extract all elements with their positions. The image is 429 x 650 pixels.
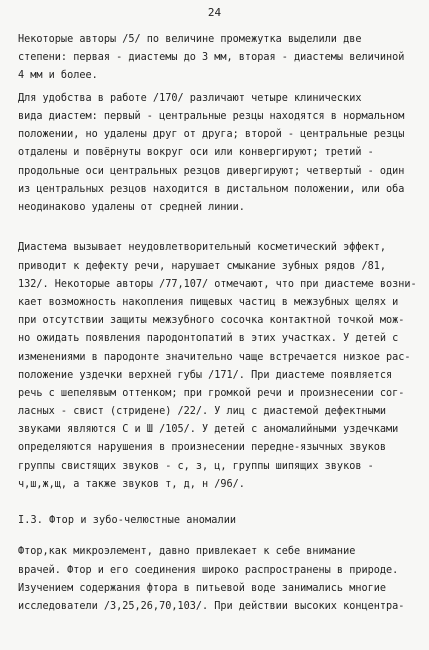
paragraph-line: изменениями в пародонте значительно чаще встречается низкое рас- [18, 352, 411, 363]
paragraph-line: Некоторые авторы /5/ по величине промежутка выделили две [18, 34, 362, 45]
paragraph-line: ласных - свист (стридене) /22/. У лиц с диастемой дефектными [18, 406, 387, 417]
paragraph-line: группы свистящих звуков - с, з, ц, группы шипящих звуков - [18, 461, 374, 472]
paragraph-line: 132/. Некоторые авторы /77,107/ отмечают, что при диастеме возни- [18, 279, 417, 290]
paragraph-line: степени: первая - диастемы до 3 мм, вторая - диастемы величиной [18, 52, 405, 63]
paragraph-line: ч,ш,ж,щ, а также звуков т, д, н /96/. [18, 479, 245, 490]
paragraph-line: кает возможность накопления пищевых частиц в межзубных щелях и [18, 297, 399, 308]
paragraph-line: при отсутствии защиты межзубного сосочка контактной точкой мож- [18, 315, 405, 326]
paragraph-line: речь с шепелявым оттенком; при громкой речи и произнесении сог- [18, 388, 405, 399]
paragraph-line: исследователи /3,25,26,70,103/. При действии высоких концентра- [18, 601, 405, 612]
paragraph-line: вида диастем: первый - центральные резцы находятся в нормальном [18, 111, 405, 122]
paragraph-line: Изучением содержания фтора в питьевой воде занимались многие [18, 583, 387, 594]
paragraph-line: продольные оси центральных резцов дивергируют; четвертый - один [18, 166, 405, 177]
paragraph-line: неодинаково удалены от средней линии. [18, 202, 245, 213]
paragraph-line: звуками являются С и Ш /105/. У детей с аномалийными уздечками [18, 424, 399, 435]
paragraph-line: отдалены и повёрнуты вокруг оси или конвергируют; третий - [18, 147, 374, 158]
paragraph-line: Фтор,как микроэлемент, давно привлекает к себе внимание [18, 546, 356, 557]
paragraph-line: положение уздечки верхней губы /171/. При диастеме появляется [18, 370, 393, 381]
paragraph-line: Для удобства в работе /170/ различают четыре клинических [18, 93, 362, 104]
paragraph-line: приводит к дефекту речи, нарушает смыкание зубных рядов /81, [18, 261, 387, 272]
paragraph-line: положении, но удалены друг от друга; второй - центральные резцы [18, 129, 405, 140]
paragraph-line: врачей. Фтор и его соединения широко распространены в природе. [18, 565, 399, 576]
page-number: 24 [207, 6, 222, 19]
paragraph-line: Диастема вызывает неудовлетворительный косметический эффект, [18, 242, 387, 253]
paragraph-line: определяются нарушения в произнесении передне-язычных звуков [18, 442, 387, 453]
paragraph-line: 4 мм и более. [18, 70, 98, 81]
paragraph-line: из центральных резцов находится в дистальном положении, или оба [18, 184, 405, 195]
section-heading: I.3. Фтор и зубо-челюстные аномалии [18, 515, 237, 526]
paragraph-line: но ожидать появления пародонтопатий в этих участках. У детей с [18, 333, 399, 344]
